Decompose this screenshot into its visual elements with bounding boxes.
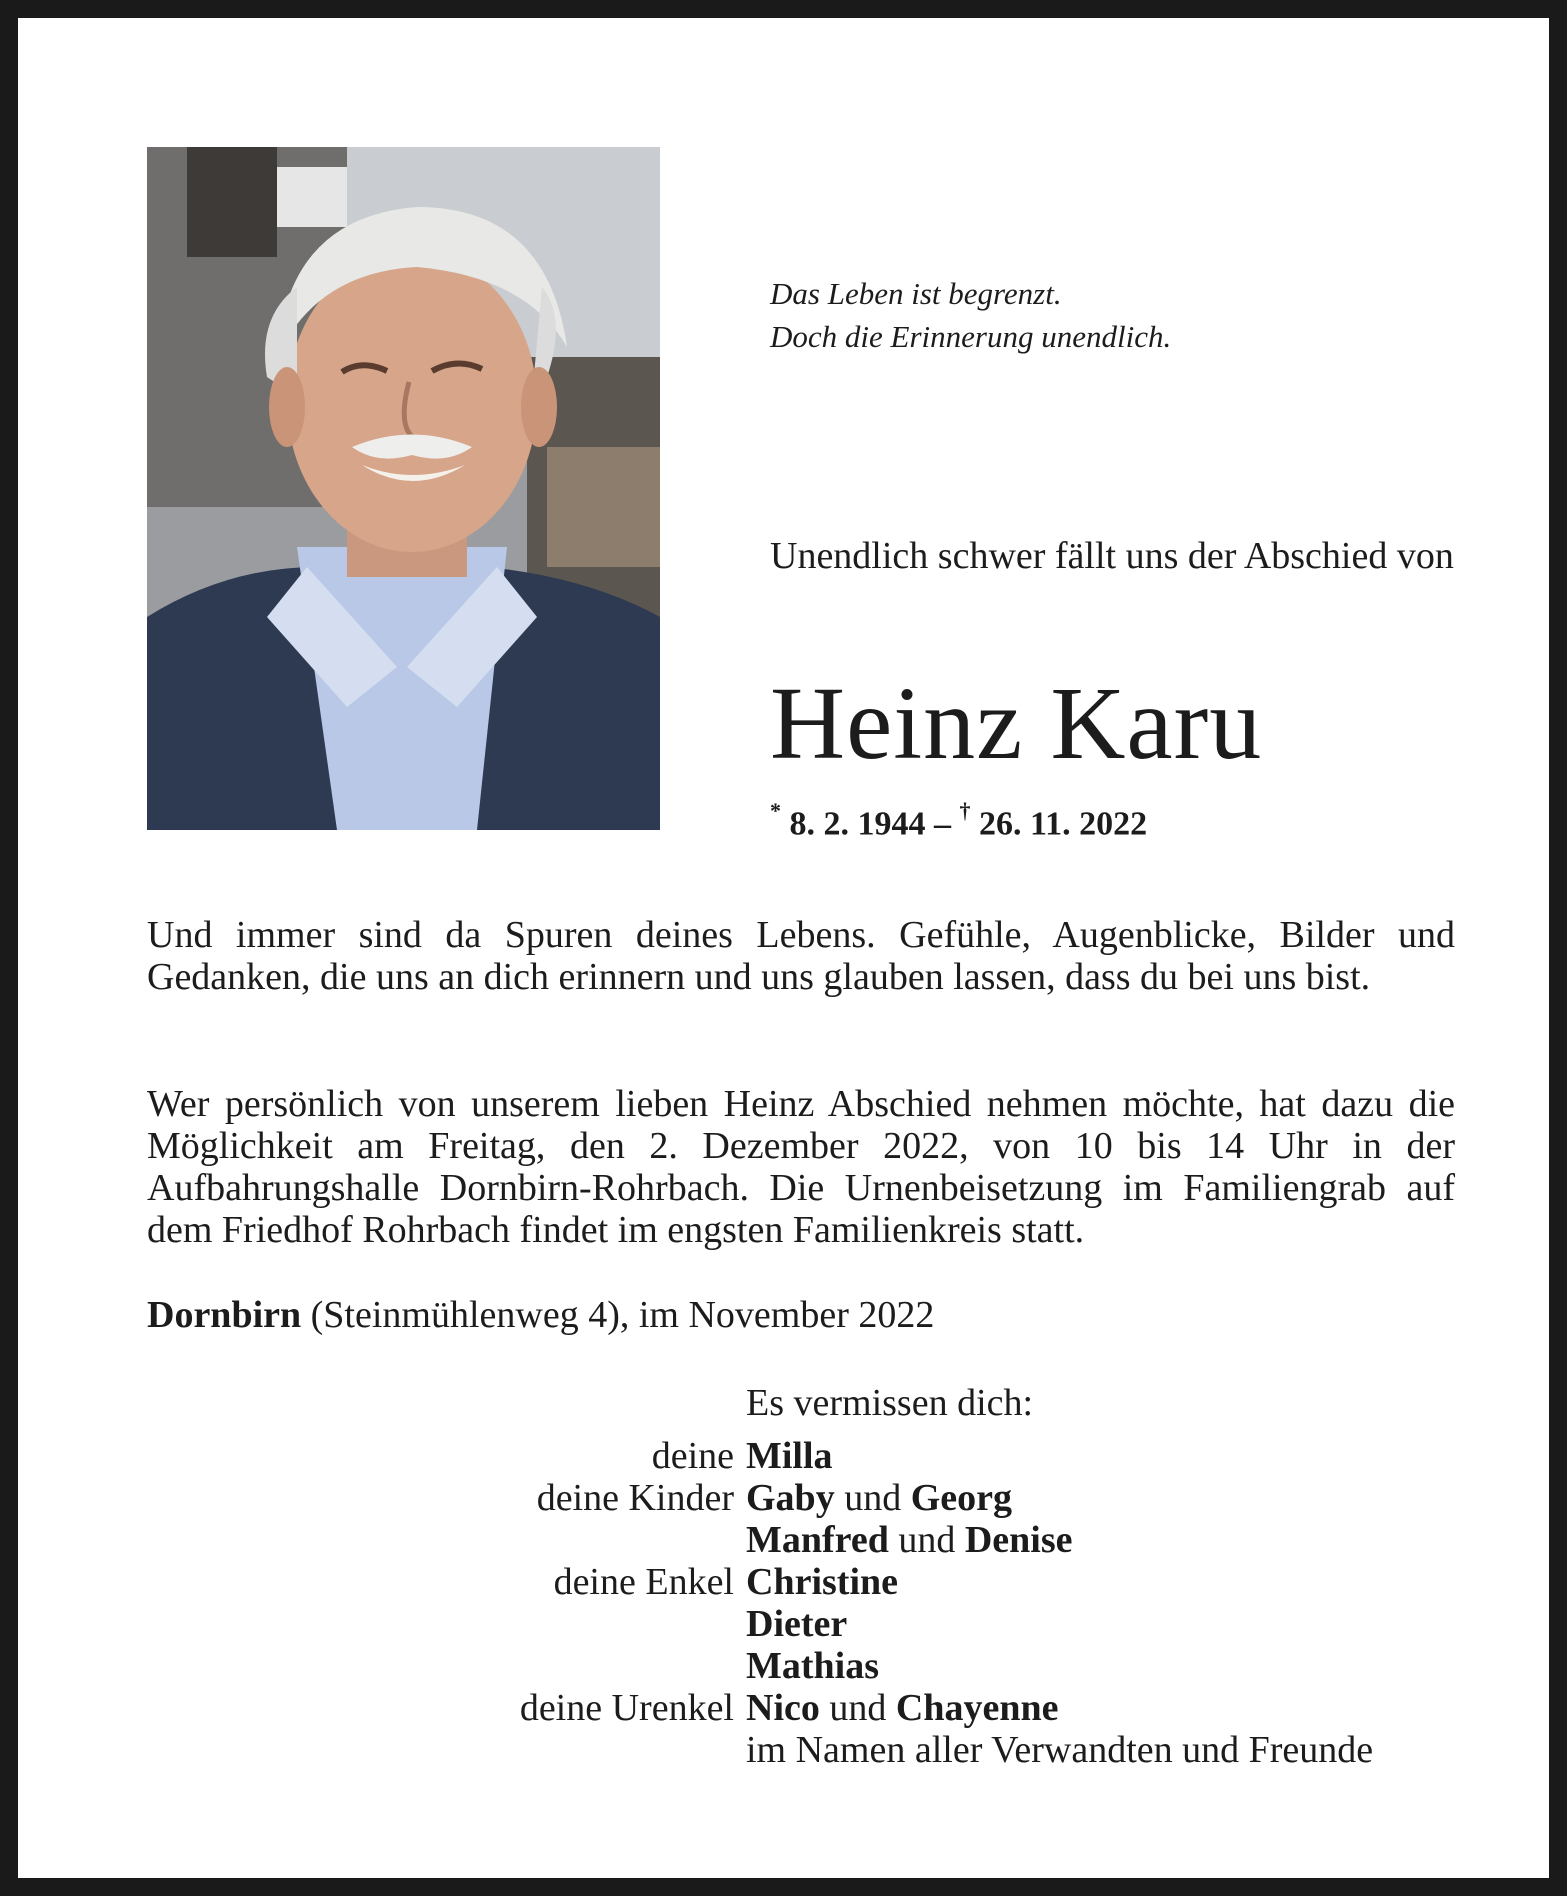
mourner-row — [318, 1561, 1478, 1603]
mourner-relation — [318, 1603, 746, 1645]
mourner-row — [318, 1645, 1478, 1687]
mourner-name: Dieter — [746, 1603, 848, 1645]
mourner-name: Milla — [746, 1435, 833, 1477]
birth-symbol: * — [770, 798, 781, 823]
mourner-relation: deine Kinder — [536, 1477, 734, 1519]
mourner-name: Gaby — [746, 1477, 835, 1519]
portrait-photo — [147, 147, 660, 830]
mourner-relation: deine Urenkel — [519, 1687, 734, 1729]
mourner-row — [318, 1729, 1478, 1771]
mourner-conjunction: und — [834, 1477, 911, 1519]
motto-line-2: Doch die Erinnerung unendlich. — [770, 319, 1172, 354]
place-city: Dornbirn — [147, 1294, 302, 1336]
date-separator: – — [934, 805, 951, 843]
mourner-row — [318, 1477, 1478, 1519]
viewing-info-paragraph: Wer persönlich von unserem lieben Heinz Abschied nehmen möchte, hat dazu die Möglichkeit am Freitag, den 2. Dezember 2022, von 10 bis 14 Uhr in der Aufbahrungshalle Dornbirn-Rohrbach. Die Urnenbeisetzung im Familiengrab auf dem Friedhof Rohrbach findet im engsten Familienkreis statt. — [147, 1083, 1455, 1251]
mourner-row — [318, 1519, 1478, 1561]
deceased-name: Heinz Karu — [770, 666, 1263, 781]
mourner-name: Mathias — [746, 1645, 879, 1687]
life-dates — [770, 795, 1147, 844]
motto-quote — [770, 272, 1171, 358]
mourner-name: Manfred — [746, 1519, 889, 1561]
mourner-name: Georg — [910, 1477, 1012, 1519]
place-and-date — [147, 1294, 934, 1336]
closing-line: im Namen aller Verwandten und Freunde — [746, 1729, 1374, 1771]
mourners-list — [318, 1435, 1478, 1771]
mourner-name: Denise — [964, 1519, 1073, 1561]
mourner-name: Chayenne — [895, 1687, 1059, 1729]
mourner-conjunction: und — [819, 1687, 896, 1729]
memory-paragraph: Und immer sind da Spuren deines Lebens. Gefühle, Augenblicke, Bilder und Gedanken, die uns an dich erinnern und uns glauben lassen, dass du bei uns bist. — [147, 914, 1455, 998]
mourner-row — [318, 1603, 1478, 1645]
place-address-date: (Steinmühlenweg 4), im November 2022 — [301, 1294, 935, 1336]
mourner-relation — [318, 1645, 746, 1687]
birth-date: 8. 2. 1944 — [789, 805, 926, 843]
mourner-relation: deine Enkel — [553, 1561, 734, 1603]
motto-line-1: Das Leben ist begrenzt. — [770, 276, 1062, 311]
missing-heading: Es vermissen dich: — [746, 1382, 1034, 1424]
mourner-row — [318, 1687, 1478, 1729]
mourner-relation — [318, 1519, 746, 1561]
portrait-illustration — [147, 147, 660, 830]
mourner-row — [318, 1435, 1478, 1477]
mourner-name: Christine — [746, 1561, 898, 1603]
mourner-conjunction: und — [888, 1519, 965, 1561]
mourner-relation: deine — [651, 1435, 734, 1477]
farewell-text: Unendlich schwer fällt uns der Abschied von — [770, 535, 1454, 577]
mourner-name: Nico — [746, 1687, 820, 1729]
death-date: 26. 11. 2022 — [979, 805, 1148, 843]
death-symbol: † — [959, 798, 971, 823]
